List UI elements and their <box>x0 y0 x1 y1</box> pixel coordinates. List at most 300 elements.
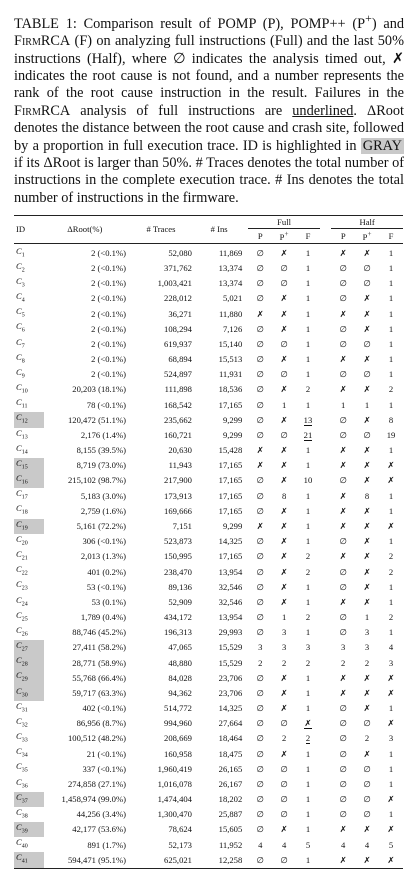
row-ins: 26,165 <box>218 763 243 774</box>
row-id-letter: C <box>16 442 22 453</box>
row-half-pp: ∅ <box>363 763 371 774</box>
row-half-p: ∅ <box>339 536 347 547</box>
row-droot: 27,411 (58.2%) <box>72 642 126 653</box>
row-half-p: ✗ <box>339 354 347 365</box>
row-ins: 32,546 <box>218 596 243 607</box>
row-droot: 2,176 (1.4%) <box>80 429 126 440</box>
row-ins: 17,165 <box>218 490 243 501</box>
row-full-pp: ✗ <box>280 247 288 258</box>
row-full-pp: ✗ <box>280 521 288 531</box>
row-droot: 1,789 (0.4%) <box>80 612 126 623</box>
row-full-p: ∅ <box>256 323 264 334</box>
row-half-pp: ✗ <box>363 536 371 547</box>
row-ins: 13,954 <box>218 566 243 577</box>
row-half-p: ✗ <box>339 505 347 516</box>
row-half-pp: ∅ <box>363 278 371 289</box>
row-half-p: ✗ <box>339 308 347 319</box>
row-droot: 2 (<0.1%) <box>91 263 126 274</box>
table-row <box>14 321 403 336</box>
row-id-number: 30 <box>21 692 28 699</box>
row-traces: 994,960 <box>164 718 192 729</box>
row-half-pp: 2 <box>364 733 370 744</box>
row-full-p: ∅ <box>256 824 264 835</box>
row-droot: 44,256 (3.4%) <box>76 809 126 820</box>
row-half-f: 1 <box>388 703 394 714</box>
row-traces: 523,873 <box>164 536 192 547</box>
row-full-p: ∅ <box>256 687 264 698</box>
row-traces: 68,894 <box>168 354 192 365</box>
row-full-p: ∅ <box>256 490 264 501</box>
row-droot: 120,472 (51.1%) <box>68 414 126 425</box>
row-id-letter: C <box>16 275 22 286</box>
header-pp-sup: + <box>367 230 372 239</box>
row-full-pp: ∅ <box>280 794 288 805</box>
header-pp-sup: + <box>284 230 289 239</box>
row-half-pp: ∅ <box>363 429 371 440</box>
row-half-p: ∅ <box>339 778 347 789</box>
row-traces: 238,470 <box>164 566 192 577</box>
row-full-f: 1 <box>305 778 311 789</box>
row-half-pp: ✗ <box>363 703 371 714</box>
row-full-p: ✗ <box>256 308 264 319</box>
row-half-p: ✗ <box>339 854 347 865</box>
row-full-f: 2 <box>305 566 311 577</box>
row-ins: 15,428 <box>218 445 243 456</box>
row-full-p: ∅ <box>256 536 264 547</box>
row-half-pp: ✗ <box>363 308 371 319</box>
row-full-p: ∅ <box>256 794 264 805</box>
row-half-pp: ✗ <box>363 521 371 531</box>
row-full-f: 1 <box>305 323 311 334</box>
row-traces: 52,909 <box>168 596 192 607</box>
row-id <box>14 367 44 382</box>
row-ins: 7,126 <box>222 323 243 334</box>
row-id-letter: C <box>16 412 22 423</box>
row-half-pp: ∅ <box>363 338 371 349</box>
row-id-number: 38 <box>21 813 28 820</box>
row-id-letter: C <box>16 640 22 651</box>
row-full-pp: ✗ <box>280 354 288 365</box>
row-full-pp: ✗ <box>280 308 288 319</box>
row-id-letter: C <box>16 382 22 393</box>
row-full-p: ✗ <box>256 460 264 471</box>
row-full-pp: ∅ <box>280 809 288 820</box>
row-full-p: ∅ <box>256 627 264 638</box>
row-id-letter: C <box>16 594 22 605</box>
row-droot: 306 (<0.1%) <box>82 536 126 547</box>
row-half-f: 1 <box>388 399 394 410</box>
row-traces: 150,995 <box>164 551 192 562</box>
table-row <box>14 397 403 412</box>
row-traces: 48,880 <box>168 657 192 668</box>
row-full-p: ∅ <box>256 566 264 577</box>
row-half-pp: ∅ <box>363 263 371 274</box>
row-full-pp: ✗ <box>280 551 288 562</box>
row-id-letter: C <box>16 837 22 848</box>
row-id <box>14 686 44 701</box>
row-droot: 2 (<0.1%) <box>91 338 126 349</box>
table-row <box>14 458 403 473</box>
row-full-p: ∅ <box>256 293 264 304</box>
row-id-number: 32 <box>21 722 28 729</box>
row-droot: 274,858 (27.1%) <box>68 778 126 789</box>
table-header-row-1 <box>14 216 403 229</box>
row-id <box>14 306 44 321</box>
row-ins: 25,887 <box>218 809 243 820</box>
row-droot: 53 (<0.1%) <box>86 581 126 592</box>
row-traces: 7,151 <box>172 521 192 531</box>
caption-text: if its ΔRoot is larger than 50%. # Traces denotes the total number of instructions in the complete execution trace. # Ins denotes the total number of instructions in the firmware. <box>14 155 404 206</box>
table-row <box>14 306 403 321</box>
row-id-number: 26 <box>21 631 28 638</box>
table-row <box>14 261 403 276</box>
caption-text: analysis of full instructions are <box>70 102 293 119</box>
row-half-f: 2 <box>388 384 394 395</box>
row-ins: 18,202 <box>218 794 243 805</box>
row-full-pp: ✗ <box>280 384 288 395</box>
row-id-number: 36 <box>21 783 28 790</box>
underlined-value: 2 <box>305 733 311 744</box>
row-full-p: ✗ <box>256 445 264 456</box>
row-half-pp: ✗ <box>363 824 371 835</box>
row-id-number: 19 <box>21 525 28 532</box>
row-half-p: 3 <box>341 642 346 653</box>
caption-text: . ΔRoot denotes the distance between the root cause and crash site, followed by a proportion in full execution trace. ID is highlighted in <box>14 102 404 154</box>
row-ins: 15,513 <box>218 354 243 365</box>
row-id-letter: C <box>16 291 22 302</box>
row-id-number: 2 <box>21 267 25 274</box>
row-half-f: 1 <box>388 247 394 258</box>
row-half-pp: ✗ <box>363 414 371 425</box>
row-id-letter: C <box>16 548 22 559</box>
row-id-letter: C <box>16 366 22 377</box>
row-ins: 9,299 <box>222 429 243 440</box>
row-full-pp: ✗ <box>280 824 288 835</box>
row-ins: 18,475 <box>218 748 243 759</box>
row-id-letter: C <box>16 731 22 742</box>
row-half-p: ∅ <box>339 627 347 638</box>
row-traces: 514,772 <box>164 703 192 714</box>
row-half-f: 1 <box>388 263 394 274</box>
row-full-pp: ∅ <box>280 278 288 289</box>
row-traces: 111,898 <box>164 384 192 395</box>
row-id <box>14 761 44 776</box>
row-id-number: 1 <box>21 252 25 259</box>
row-half-p: ✗ <box>339 672 347 683</box>
row-full-p: ✗ <box>256 521 264 531</box>
row-half-pp: 8 <box>364 490 370 501</box>
row-id <box>14 579 44 594</box>
row-traces: 47,065 <box>168 642 192 653</box>
row-traces: 78,624 <box>168 824 192 835</box>
row-traces: 196,313 <box>164 627 192 638</box>
row-half-f: ✗ <box>387 854 395 865</box>
row-full-f <box>296 716 320 731</box>
row-id <box>14 640 44 655</box>
row-id <box>14 503 44 518</box>
row-id <box>14 625 44 640</box>
row-traces: 1,474,404 <box>157 794 192 805</box>
row-id <box>14 382 44 397</box>
row-full-pp: ✗ <box>280 323 288 334</box>
row-half-f: 3 <box>388 657 394 668</box>
row-id <box>14 610 44 625</box>
header-full-f: F <box>305 230 311 241</box>
row-half-p: ✗ <box>339 521 347 531</box>
row-half-pp: 1 <box>364 399 370 410</box>
row-half-f: 1 <box>388 278 394 289</box>
row-ins: 11,880 <box>218 308 243 319</box>
row-id-number: 9 <box>21 373 25 380</box>
row-full-pp: ∅ <box>280 778 288 789</box>
row-id-number: 28 <box>21 661 28 668</box>
row-half-p: 2 <box>341 657 346 668</box>
row-full-pp: 3 <box>281 642 287 653</box>
row-half-f: 5 <box>388 839 394 850</box>
row-full-p: ∅ <box>256 718 264 729</box>
row-half-p: ∅ <box>339 733 347 744</box>
row-half-p: ∅ <box>339 748 347 759</box>
row-id-number: 22 <box>21 570 28 577</box>
row-half-pp: ✗ <box>363 748 371 759</box>
row-full-f: 2 <box>305 551 311 562</box>
row-id-number: 25 <box>21 616 28 623</box>
row-half-pp: ✗ <box>363 854 371 865</box>
row-half-f: 1 <box>388 778 394 789</box>
row-id-number: 12 <box>21 419 28 426</box>
row-ins: 17,165 <box>218 460 243 471</box>
row-half-pp: ∅ <box>363 809 371 820</box>
row-id-letter: C <box>16 624 22 635</box>
row-traces: 235,662 <box>164 414 192 425</box>
row-half-pp: ✗ <box>363 445 371 456</box>
row-full-p: ∅ <box>256 505 264 516</box>
row-full-f <box>296 412 320 427</box>
caption-tool-name: FirmRCA <box>14 33 71 50</box>
row-full-pp: 1 <box>281 612 287 623</box>
row-droot: 401 (0.2%) <box>87 566 126 577</box>
row-droot: 8,719 (73.0%) <box>76 460 126 471</box>
row-id-letter: C <box>16 321 22 332</box>
row-id-letter: C <box>16 761 22 772</box>
row-full-p: ∅ <box>256 854 264 865</box>
row-full-p: ∅ <box>256 399 264 410</box>
row-ins: 14,325 <box>218 703 243 714</box>
row-traces: 160,958 <box>164 748 192 759</box>
row-id <box>14 428 44 443</box>
row-traces: 371,762 <box>164 263 192 274</box>
row-traces: 52,173 <box>168 839 192 850</box>
table-row <box>14 837 403 852</box>
row-id-number: 5 <box>21 312 25 319</box>
row-traces: 434,172 <box>164 612 192 623</box>
row-half-pp: ✗ <box>363 354 371 365</box>
row-droot: 594,471 (95.1%) <box>68 854 126 865</box>
row-ins: 9,299 <box>222 414 243 425</box>
table-row <box>14 473 403 488</box>
table-row <box>14 792 403 807</box>
row-half-p: ∅ <box>339 809 347 820</box>
row-id <box>14 564 44 579</box>
table-row <box>14 595 403 610</box>
table-row <box>14 716 403 731</box>
table-row <box>14 534 403 549</box>
caption-text: TABLE 1: Comparison result of POMP (P), POMP++ (P <box>14 15 366 32</box>
row-full-p: 4 <box>258 839 263 850</box>
row-id-letter: C <box>16 700 22 711</box>
row-droot: 86,956 (8.7%) <box>76 718 126 729</box>
row-half-f: 1 <box>388 596 394 607</box>
row-full-f: 2 <box>305 657 311 668</box>
row-traces: 52,080 <box>168 247 192 258</box>
row-traces: 84,028 <box>168 672 192 683</box>
row-traces: 1,300,470 <box>157 809 192 820</box>
row-id-letter: C <box>16 488 22 499</box>
row-id-letter: C <box>16 746 22 757</box>
table-row <box>14 777 403 792</box>
row-id <box>14 822 44 837</box>
row-ins: 15,140 <box>218 338 243 349</box>
row-half-p: ∅ <box>339 763 347 774</box>
row-half-p: ✗ <box>339 460 347 471</box>
row-full-p: ∅ <box>256 581 264 592</box>
row-traces: 168,542 <box>164 399 192 410</box>
row-half-f: 1 <box>388 763 394 774</box>
row-ins: 26,167 <box>218 778 243 789</box>
row-id <box>14 261 44 276</box>
row-id <box>14 655 44 670</box>
row-traces: 1,016,078 <box>157 778 192 789</box>
row-half-f: 1 <box>388 809 394 820</box>
header-full-p: P <box>257 230 263 241</box>
row-full-pp: ∅ <box>280 338 288 349</box>
row-id-number: 34 <box>21 752 28 759</box>
row-full-p: ∅ <box>256 369 264 380</box>
row-full-p: ∅ <box>256 596 264 607</box>
row-id-number: 31 <box>21 707 28 714</box>
row-half-pp: ✗ <box>363 247 371 258</box>
row-full-pp: ✗ <box>280 505 288 516</box>
row-id-letter: C <box>16 822 22 833</box>
table-caption <box>14 10 404 207</box>
row-full-f: 2 <box>305 612 311 623</box>
row-id-letter: C <box>16 685 22 696</box>
row-full-p: ∅ <box>256 748 264 759</box>
row-half-pp: ∅ <box>363 778 371 789</box>
row-traces: 36,271 <box>168 308 192 319</box>
row-full-pp: 3 <box>281 627 287 638</box>
row-half-f: 1 <box>388 445 394 456</box>
caption-superscript: + <box>365 11 372 25</box>
row-id-letter: C <box>16 609 22 620</box>
row-id-number: 39 <box>21 828 28 835</box>
row-half-p: ✗ <box>339 490 347 501</box>
row-full-p: ∅ <box>256 414 264 425</box>
row-half-f: 1 <box>388 308 394 319</box>
row-full-p: ∅ <box>256 429 264 440</box>
row-traces: 619,937 <box>164 338 192 349</box>
row-traces: 1,003,421 <box>157 278 192 289</box>
row-full-f: 1 <box>305 369 311 380</box>
table-row <box>14 852 403 868</box>
row-id <box>14 276 44 291</box>
row-droot: 21 (<0.1%) <box>86 748 126 759</box>
row-half-p: ✗ <box>339 247 347 258</box>
row-half-f: ✗ <box>387 824 395 835</box>
row-half-f: ✗ <box>387 687 395 698</box>
row-full-f: 1 <box>305 536 311 547</box>
row-full-p: ∅ <box>256 778 264 789</box>
row-half-f: 1 <box>388 748 394 759</box>
row-half-f: ✗ <box>387 718 395 729</box>
row-droot: 28,771 (58.9%) <box>72 657 126 668</box>
row-id-letter: C <box>16 397 22 408</box>
row-id <box>14 412 44 427</box>
row-ins: 17,165 <box>218 551 243 562</box>
row-id <box>14 473 44 488</box>
row-full-pp: ✗ <box>280 703 288 714</box>
row-id-letter: C <box>16 670 22 681</box>
row-full-p: ∅ <box>256 733 264 744</box>
row-half-f: 1 <box>388 536 394 547</box>
row-half-f: 1 <box>388 338 394 349</box>
row-full-f <box>296 428 320 443</box>
row-half-f: 19 <box>386 429 396 440</box>
row-droot: 8,155 (39.5%) <box>76 445 126 456</box>
row-full-p: ∅ <box>256 612 264 623</box>
row-full-pp: ✗ <box>280 293 288 304</box>
row-ins: 14,325 <box>218 536 243 547</box>
row-full-pp: ✗ <box>280 475 288 486</box>
header-ins: # Ins <box>210 224 228 235</box>
row-traces: 208,669 <box>164 733 192 744</box>
table-row <box>14 291 403 306</box>
row-half-p: ∅ <box>339 414 347 425</box>
row-ins: 27,664 <box>218 718 243 729</box>
row-full-f: 1 <box>305 338 311 349</box>
row-ins: 15,529 <box>218 642 243 653</box>
row-id-number: 7 <box>21 343 25 350</box>
caption-tool-name: FirmRCA <box>14 102 71 119</box>
row-id-number: 16 <box>21 479 28 486</box>
table-row <box>14 519 403 534</box>
row-half-p: ✗ <box>339 551 347 562</box>
row-half-p: ∅ <box>339 612 347 623</box>
row-full-f: 1 <box>305 293 311 304</box>
underlined-value: 13 <box>303 414 313 425</box>
row-id <box>14 852 44 868</box>
row-full-f: 1 <box>305 490 311 501</box>
results-table <box>14 215 403 868</box>
row-half-p: ∅ <box>339 475 347 486</box>
table-row <box>14 686 403 701</box>
row-droot: 100,512 (48.2%) <box>68 733 126 744</box>
row-id <box>14 837 44 852</box>
row-id-number: 27 <box>21 646 28 653</box>
row-traces: 625,021 <box>164 854 192 865</box>
row-half-p: ✗ <box>339 687 347 698</box>
row-droot: 215,102 (98.7%) <box>68 475 126 486</box>
row-droot: 88,746 (45.2%) <box>72 627 126 638</box>
row-droot: 42,177 (53.6%) <box>72 824 126 835</box>
row-id <box>14 337 44 352</box>
row-ins: 23,706 <box>218 687 243 698</box>
row-half-p: ✗ <box>339 445 347 456</box>
table-row <box>14 367 403 382</box>
table-row <box>14 503 403 518</box>
row-traces: 228,012 <box>164 293 192 304</box>
header-pp-label: P <box>279 232 285 243</box>
